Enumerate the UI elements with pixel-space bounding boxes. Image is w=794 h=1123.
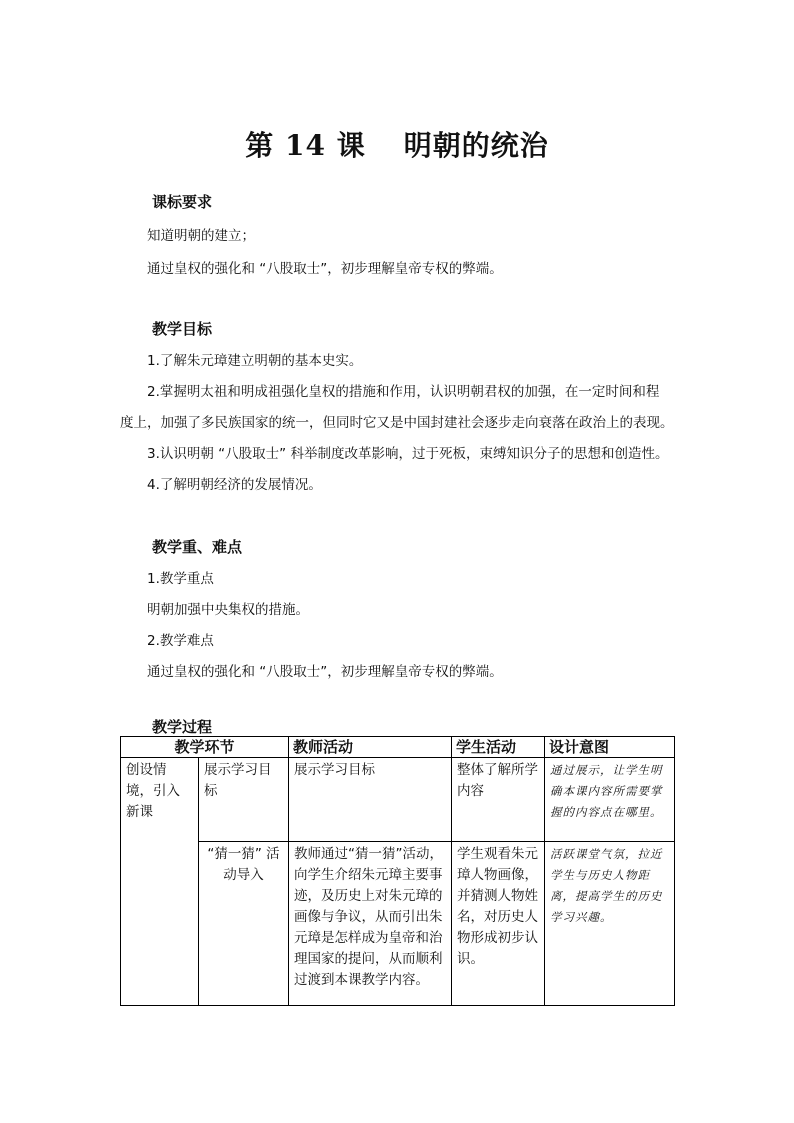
keypoint-item: 通过皇权的强化和 “八股取士”，初步理解皇帝专权的弊端。 [147,664,503,680]
objectives-heading: 教学目标 [152,320,213,338]
table-header-row [121,737,675,758]
process-heading: 教学过程 [152,718,213,736]
keypoints-heading: 教学重、难点 [152,538,243,556]
keypoint-item: 明朝加强中央集权的措施。 [147,602,309,618]
header-student: 学生活动 [452,737,545,758]
header-stage: 教学环节 [121,737,289,758]
teacher-cell: 教师通过“猜一猜”活动，向学生介绍朱元璋主要事迹，及历史上对朱元璋的画像与争议，从而引出朱元璋是怎样成为皇帝和治理国家的提问，从而顺利过渡到本课教学内容。 [289,842,452,1006]
lesson-number: 第 14 课 [245,129,366,162]
objective-item: 4.了解明朝经济的发展情况。 [147,477,322,493]
intent-cell: 活跃课堂气氛，拉近学生与历史人物距离，提高学生的历史学习兴趣。 [545,842,675,1006]
lesson-title: 明朝的统治 [403,129,549,162]
objective-item: 1.了解朱元璋建立明朝的基本史实。 [147,353,363,369]
table-row [121,842,675,1006]
header-intent: 设计意图 [545,737,675,758]
teacher-cell: 展示学习目标 [289,758,452,842]
table-row [121,758,675,842]
student-cell: 整体了解所学内容 [452,758,545,842]
standards-heading: 课标要求 [152,193,213,211]
objective-item: 度上，加强了多民族国家的统一，但同时它又是中国封建社会逐步走向衰落在政治上的表现。 [120,415,674,431]
step-cell: 展示学习目标 [199,758,289,842]
step-cell: “猜一猜” 活动导入 [199,842,289,1006]
intent-cell: 通过展示，让学生明确本课内容所需要掌握的内容点在哪里。 [545,758,675,842]
objective-item: 2.掌握明太祖和明成祖强化皇权的措施和作用，认识明朝君权的加强，在一定时间和程 [147,384,660,400]
standards-item: 通过皇权的强化和 “八股取士”，初步理解皇帝专权的弊端。 [147,261,503,277]
standards-item: 知道明朝的建立； [147,228,255,244]
page-title [0,124,794,164]
objective-item: 3.认识明朝 “八股取士” 科举制度改革影响，过于死板，束缚知识分子的思想和创造性。 [147,446,669,462]
header-teacher: 教师活动 [289,737,452,758]
stage-cell: 创设情境，引入新课 [121,758,199,1006]
keypoint-item: 1.教学重点 [147,571,214,587]
teaching-process-table [120,736,675,1006]
student-cell: 学生观看朱元璋人物画像，并猜测人物姓名，对历史人物形成初步认识。 [452,842,545,1006]
keypoint-item: 2.教学难点 [147,633,214,649]
